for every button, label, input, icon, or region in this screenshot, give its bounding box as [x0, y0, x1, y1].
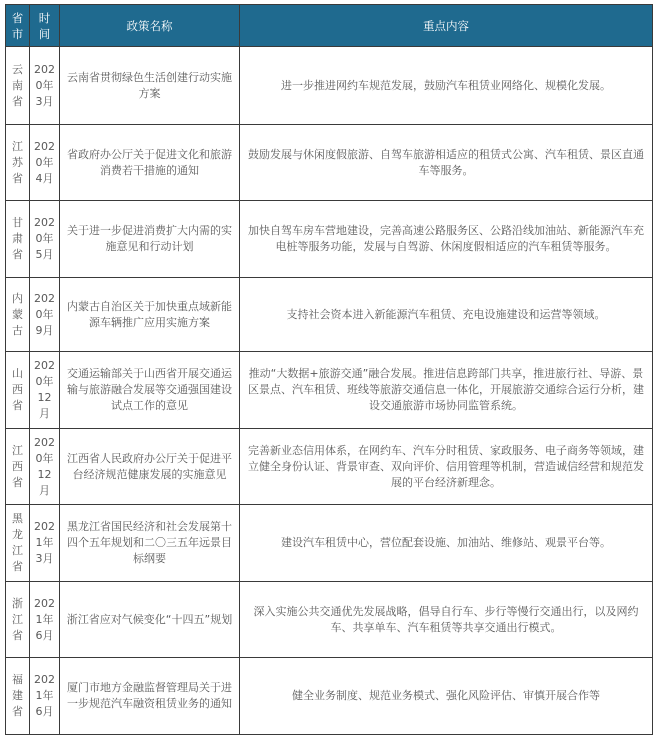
- cell-time: 2020年12月: [30, 352, 60, 429]
- cell-policy-name: 厦门市地方金融监督管理局关于进一步规范汽车融资租赁业务的通知: [60, 658, 240, 735]
- cell-time: 2021年6月: [30, 658, 60, 735]
- cell-province: 浙江省: [6, 582, 30, 658]
- cell-time: 2021年3月: [30, 505, 60, 582]
- cell-policy-name: 浙江省应对气候变化“十四五”规划: [60, 582, 240, 658]
- cell-key-content: 健全业务制度、规范业务模式、强化风险评估、审慎开展合作等: [240, 658, 653, 735]
- header-province: 省市: [6, 5, 30, 47]
- cell-key-content: 推动“大数据+旅游交通”融合发展。推进信息跨部门共享，推进旅行社、导游、景区景点、汽车租赁、班线等旅游交通信息一体化，开展旅游交通综合运行分析，建设交通旅游市场协同监管系统。: [240, 352, 653, 429]
- cell-policy-name: 江西省人民政府办公厅关于促进平台经济规范健康发展的实施意见: [60, 429, 240, 505]
- cell-policy-name: 云南省贯彻绿色生活创建行动实施方案: [60, 47, 240, 125]
- cell-policy-name: 黑龙江省国民经济和社会发展第十四个五年规划和二〇三五年远景目标纲要: [60, 505, 240, 582]
- cell-key-content: 支持社会资本进入新能源汽车租赁、充电设施建设和运营等领域。: [240, 278, 653, 352]
- cell-province: 云南省: [6, 47, 30, 125]
- cell-policy-name: 关于进一步促进消费扩大内需的实施意见和行动计划: [60, 201, 240, 278]
- header-key-content: 重点内容: [240, 5, 653, 47]
- header-time: 时间: [30, 5, 60, 47]
- cell-time: 2020年3月: [30, 47, 60, 125]
- policy-table: [5, 4, 653, 735]
- table-row: [6, 278, 653, 352]
- cell-key-content: 完善新业态信用体系，在网约车、汽车分时租赁、家政服务、电子商务等领域，建立健全身份认证、背景审查、双向评价、信用管理等机制，营造诚信经营和规范发展的平台经济新理念。: [240, 429, 653, 505]
- cell-policy-name: 内蒙古自治区关于加快重点域新能源车辆推广应用实施方案: [60, 278, 240, 352]
- cell-time: 2020年4月: [30, 125, 60, 201]
- table-header-row: [6, 5, 653, 47]
- cell-province: 山西省: [6, 352, 30, 429]
- cell-province: 甘肃省: [6, 201, 30, 278]
- policy-table-container: [5, 4, 652, 735]
- cell-province: 黑龙江省: [6, 505, 30, 582]
- table-row: [6, 582, 653, 658]
- cell-time: 2020年12月: [30, 429, 60, 505]
- table-row: [6, 658, 653, 735]
- table-row: [6, 352, 653, 429]
- header-policy-name: 政策名称: [60, 5, 240, 47]
- cell-key-content: 加快自驾车房车营地建设，完善高速公路服务区、公路沿线加油站、新能源汽车充电桩等服务功能，发展与自驾游、休闲度假相适应的汽车租赁等服务。: [240, 201, 653, 278]
- table-row: [6, 47, 653, 125]
- cell-province: 内蒙古: [6, 278, 30, 352]
- cell-policy-name: 交通运输部关于山西省开展交通运输与旅游融合发展等交通强国建设试点工作的意见: [60, 352, 240, 429]
- cell-province: 江西省: [6, 429, 30, 505]
- table-row: [6, 505, 653, 582]
- cell-time: 2021年6月: [30, 582, 60, 658]
- cell-time: 2020年5月: [30, 201, 60, 278]
- table-row: [6, 201, 653, 278]
- cell-province: 福建省: [6, 658, 30, 735]
- cell-key-content: 进一步推进网约车规范发展，鼓励汽车租赁业网络化、规模化发展。: [240, 47, 653, 125]
- cell-key-content: 建设汽车租赁中心，营位配套设施、加油站、维修站、观景平台等。: [240, 505, 653, 582]
- table-row: [6, 125, 653, 201]
- cell-time: 2020年9月: [30, 278, 60, 352]
- cell-province: 江苏省: [6, 125, 30, 201]
- cell-policy-name: 省政府办公厅关于促进文化和旅游消费若干措施的通知: [60, 125, 240, 201]
- cell-key-content: 深入实施公共交通优先发展战略，倡导自行车、步行等慢行交通出行，以及网约车、共享单车、汽车租赁等共享交通出行模式。: [240, 582, 653, 658]
- table-row: [6, 429, 653, 505]
- cell-key-content: 鼓励发展与休闲度假旅游、自驾车旅游相适应的租赁式公寓、汽车租赁、景区直通车等服务。: [240, 125, 653, 201]
